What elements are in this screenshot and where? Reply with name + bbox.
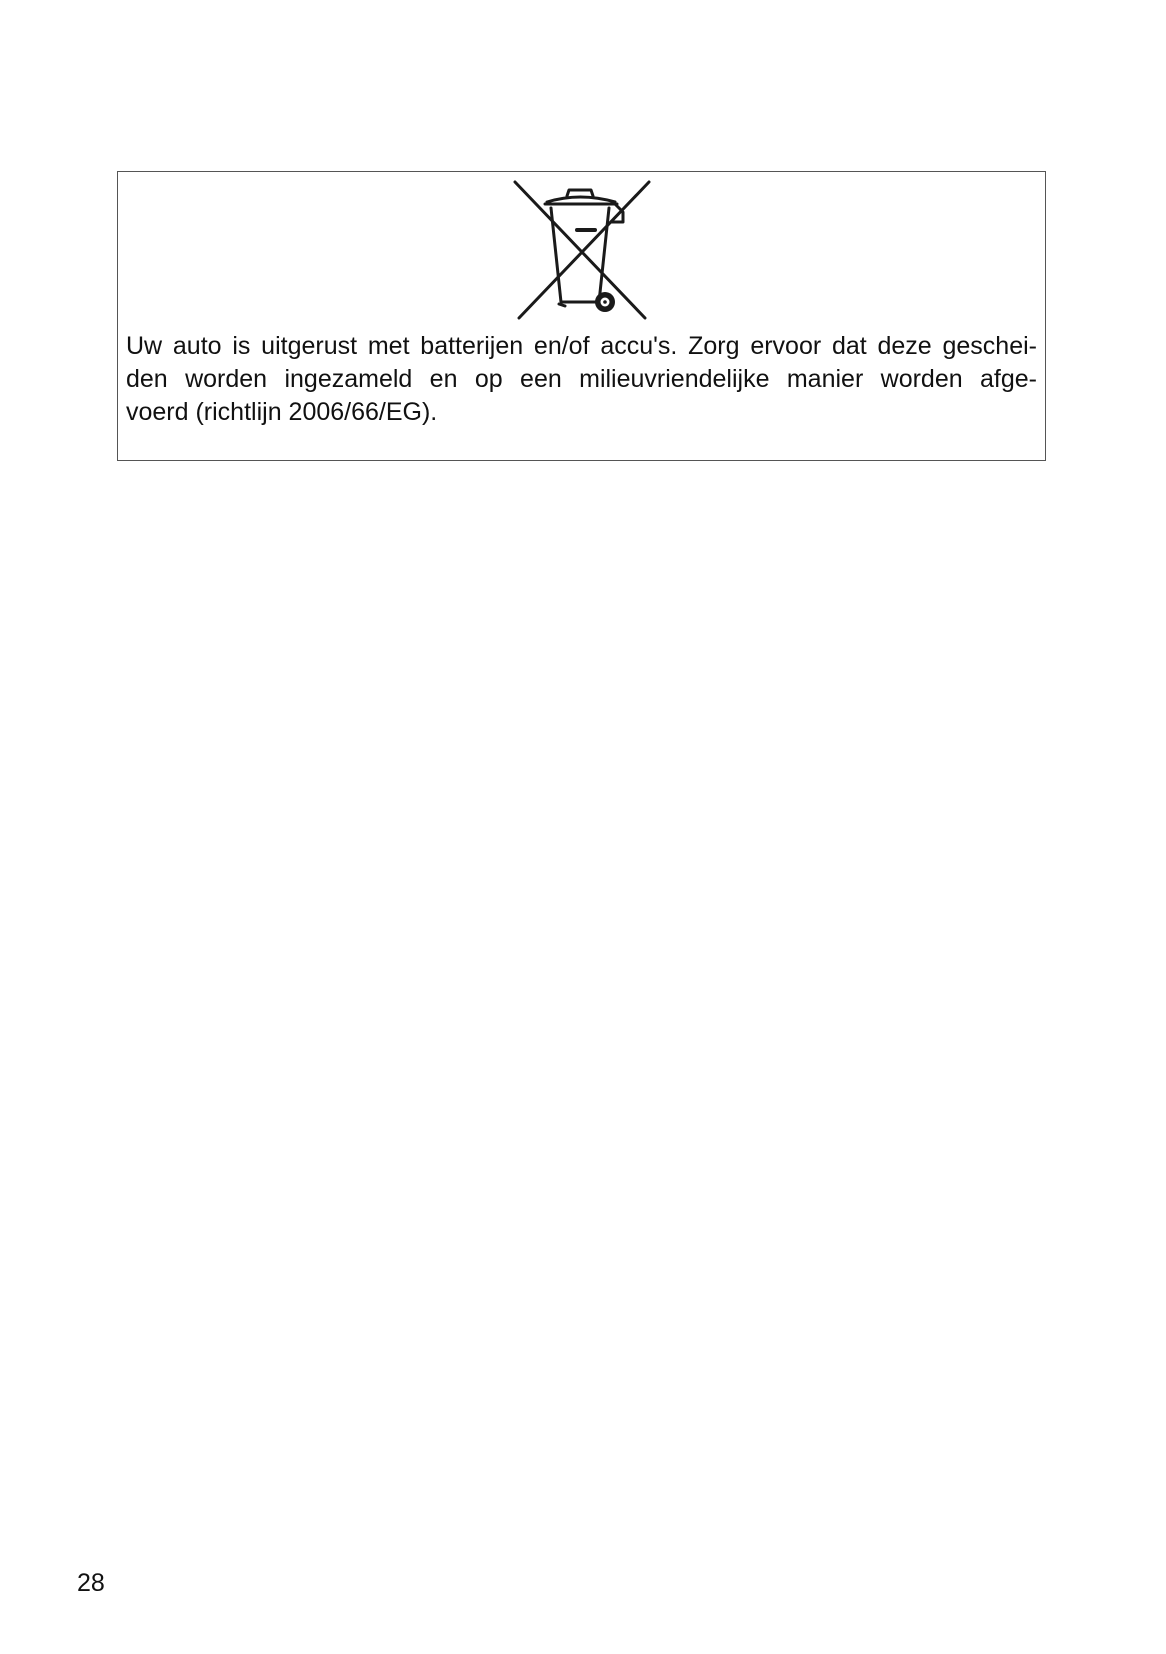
page-number: 28 [77, 1569, 105, 1597]
notice-text [126, 330, 1037, 429]
notice-text-line: voerd (richtlijn 2006/66/EG). [126, 398, 438, 426]
notice-text-line: Uw auto is uitgerust met batterijen en/of accu's. Zorg ervoor dat deze geschei- [126, 332, 1037, 360]
battery-disposal-notice [117, 171, 1046, 461]
crossed-out-wheeled-bin-icon [511, 178, 653, 322]
notice-text-line: den worden ingezameld en op een milieuvriendelijke manier worden afge- [126, 365, 1037, 393]
